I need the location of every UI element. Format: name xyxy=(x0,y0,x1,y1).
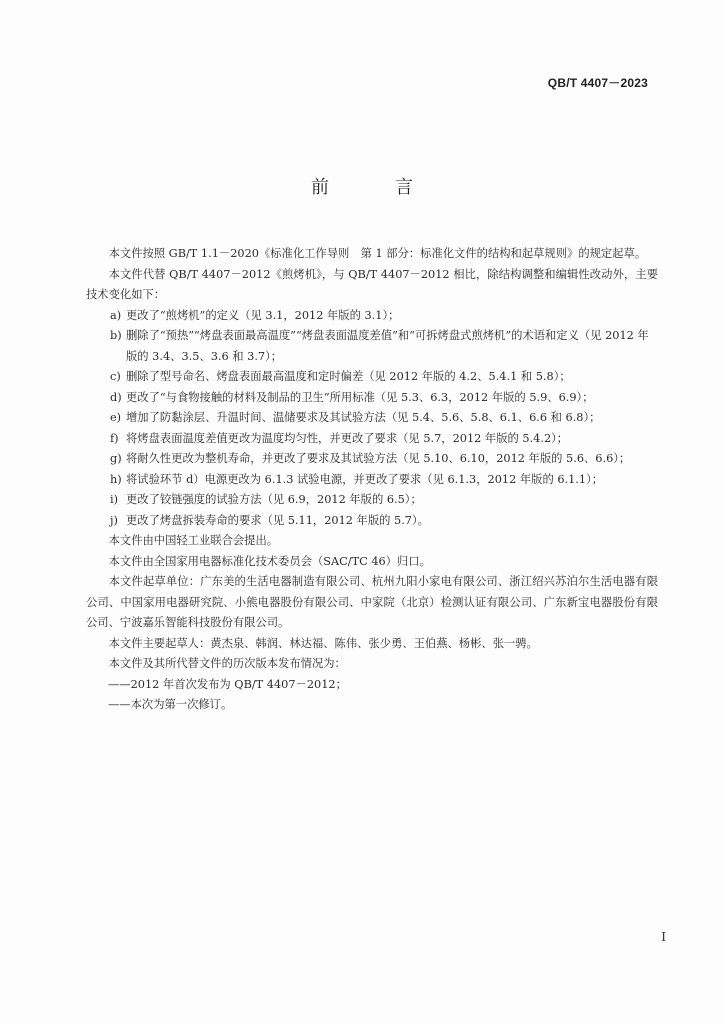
list-item xyxy=(86,490,658,511)
list-item-text: 将烤盘表面温度差值更改为温度均匀性，并更改了要求（见 5.7，2012 年版的 5.4.2）； xyxy=(126,431,569,445)
document-body xyxy=(86,244,658,716)
history-intro-paragraph: 本文件及其所代替文件的历次版本发布情况为： xyxy=(108,657,346,670)
drafting-rule-paragraph: 本文件按照 GB/T 1.1－2020《标准化工作导则 第 1 部分：标准化文件的结构和起草规则》的规定起草。 xyxy=(108,247,647,260)
page-number: I xyxy=(661,930,666,944)
managed-by-paragraph: 本文件由全国家用电器标准化技术委员会（SAC/TC 46）归口。 xyxy=(108,554,431,568)
list-item xyxy=(86,449,658,470)
list-marker: e) xyxy=(110,411,122,424)
list-item xyxy=(86,429,658,450)
list-item xyxy=(86,326,658,367)
list-item-text: 增加了防黏涂层、升温时间、温储要求及其试验方法（见 5.4、5.6、5.8、6.1、6.6 和 6.8）； xyxy=(126,411,601,424)
proposed-by-paragraph: 本文件由中国轻工业联合会提出。 xyxy=(108,534,279,547)
list-item xyxy=(86,511,658,532)
list-item-text: 更改了铰链强度的试验方法（见 6.9，2012 年版的 6.5）； xyxy=(126,493,422,506)
list-item-text: 更改了“煎烤机”的定义（见 3.1，2012 年版的 3.1）； xyxy=(126,308,400,322)
list-item xyxy=(86,388,658,409)
list-marker: c) xyxy=(110,370,121,383)
list-item-text: 将耐久性更改为整机寿命，并更改了要求及其试验方法（见 5.10、6.10，2012 年版的 5.6、6.6）； xyxy=(126,452,631,465)
drafters-paragraph: 本文件主要起草人：黄杰泉、韩润、林达福、陈伟、张少勇、王伯燕、杨彬、张一骋。 xyxy=(108,636,538,650)
changes-list xyxy=(86,306,658,532)
list-item-text: 更改了“与食物接触的材料及制品的卫生”所用标准（见 5.3、6.3，2012 年版的 5.9、6.9）； xyxy=(126,390,594,404)
list-item-text: 更改了烤盘拆装寿命的要求（见 5.11，2012 年版的 5.7）。 xyxy=(126,513,429,527)
list-item-text: 删除了型号命名、烤盘表面最高温度和定时偏差（见 2012 年版的 4.2、5.4.1 和 5.8）； xyxy=(126,370,571,383)
history-item: ——2012 年首次发布为 QB/T 4407－2012； xyxy=(108,677,347,691)
list-item xyxy=(86,408,658,429)
list-marker: d) xyxy=(110,390,122,404)
list-item-text: 将试验环节 d）电源更改为 6.1.3 试验电源，并更改了要求（见 6.1.3，2012 年版的 6.1.1）； xyxy=(126,472,604,486)
list-marker: g) xyxy=(110,452,122,465)
standard-code: QB/T 4407－2023 xyxy=(547,76,648,90)
list-item xyxy=(86,306,658,327)
list-marker: b) xyxy=(110,329,122,342)
history-item: ——本次为第一次修订。 xyxy=(108,698,233,711)
list-marker: f) xyxy=(110,431,119,445)
list-item-text: 删除了“预热”“烤盘表面最高温度”“烤盘表面温度差值”和“可拆烤盘式煎烤机”的术语和定义（见 2012 年版的 3.4、3.5、3.6 和 3.7）； xyxy=(126,329,649,363)
list-item xyxy=(86,470,658,491)
list-marker: i) xyxy=(110,493,119,506)
list-marker: a) xyxy=(110,308,122,322)
page-title: 前 言 xyxy=(311,177,437,198)
replacement-paragraph: 本文件代替 QB/T 4407－2012《煎烤机》，与 QB/T 4407－2012 相比，除结构调整和编辑性改动外，主要技术变化如下： xyxy=(86,267,658,301)
list-marker: j) xyxy=(110,513,118,527)
drafting-units-paragraph: 本文件起草单位：广东美的生活电器制造有限公司、杭州九阳小家电有限公司、浙江绍兴苏泊尔生活电器有限公司、中国家用电器研究院、小熊电器股份有限公司、中家院（北京）检测认证有限公司、广东新宝电器股份有限公司、宁波嘉乐智能科技股份有限公司。 xyxy=(86,575,658,629)
list-marker: h) xyxy=(110,472,122,486)
list-item xyxy=(86,367,658,388)
